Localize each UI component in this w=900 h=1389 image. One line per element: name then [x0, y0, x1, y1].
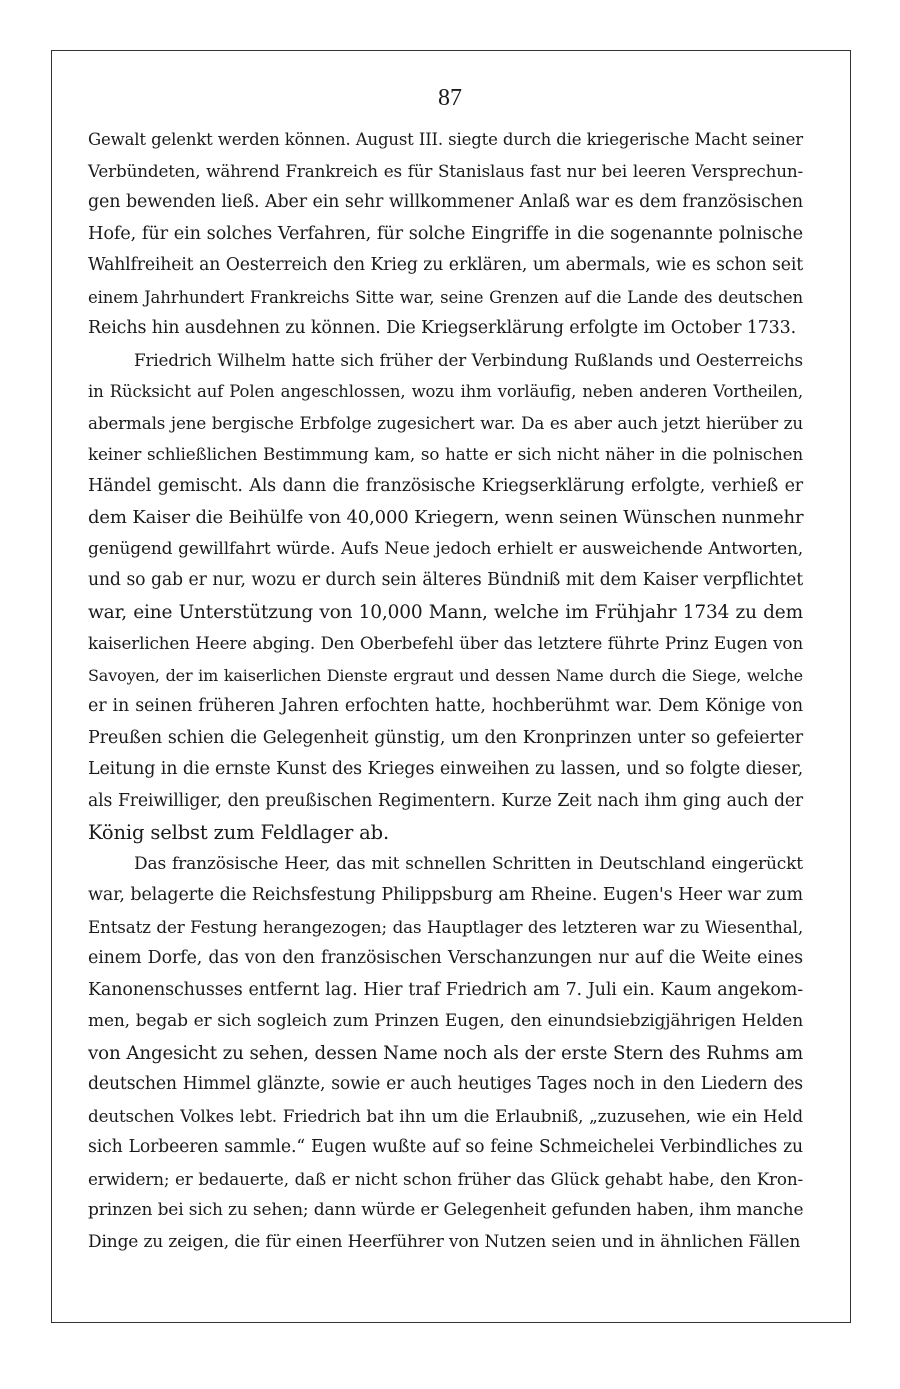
text-line: Leitung in die ernste Kunst des Krieges einweihen zu lassen, und so folgte dieser, [88, 759, 803, 779]
body-text [88, 124, 803, 1258]
text-line: König selbst zum Feldlager ab. [88, 821, 390, 844]
text-line: abermals jene bergische Erbfolge zugesichert war. Da es aber auch jetzt hierüber zu [88, 412, 803, 433]
text-line: deutschen Volkes lebt. Friedrich bat ihn um die Erlaubniß, „zuzusehen, wie ein Held [88, 1105, 803, 1126]
paragraph [88, 124, 803, 345]
text-line: Savoyen, der im kaiserlichen Dienste ergraut und dessen Name durch die Siege, welche [88, 665, 803, 685]
text-line: kaiserlichen Heere abging. Den Oberbefehl über das letztere führte Prinz Eugen von [88, 633, 803, 653]
text-line: deutschen Himmel glänzte, sowie er auch heutiges Tages noch in den Liedern des [88, 1074, 803, 1094]
text-line: Händel gemischt. Als dann die französische Kriegserklärung erfolgte, verhieß er [88, 475, 803, 496]
text-line: einem Jahrhundert Frankreichs Sitte war, seine Grenzen auf die Lande des deutschen [88, 287, 803, 307]
text-line: genügend gewillfahrt würde. Aufs Neue jedoch erhielt er ausweichende Antworten, [88, 538, 803, 559]
text-line: einem Dorfe, das von den französischen Verschanzungen nur auf die Weite eines [88, 948, 803, 968]
text-line: keiner schließlichen Bestimmung kam, so hatte er sich nicht näher in die polnischen [88, 444, 803, 464]
text-line: war, eine Unterstützung von 10,000 Mann, welche im Frühjahr 1734 zu dem [88, 601, 803, 623]
text-line: men, begab er sich sogleich zum Prinzen Eugen, den einundsiebzigjährigen Helden [88, 1011, 803, 1031]
text-line: Kanonenschusses entfernt lag. Hier traf Friedrich am 7. Juli ein. Kaum angekom- [88, 979, 803, 1000]
text-line: Verbündeten, während Frankreich es für Stanislaus fast nur bei leeren Versprechun- [88, 160, 803, 181]
text-line: sich Lorbeeren sammle.“ Eugen wußte auf so feine Schmeichelei Verbindliches zu [88, 1137, 803, 1157]
text-line: Wahlfreiheit an Oesterreich den Krieg zu erklären, um abermals, wie es schon seit [88, 255, 803, 275]
text-line: Reichs hin ausdehnen zu können. Die Kriegserklärung erfolgte im October 1733. [88, 318, 797, 338]
text-line: und so gab er nur, wozu er durch sein älteres Bündniß mit dem Kaiser verpflichtet [88, 570, 803, 590]
paragraph [88, 849, 803, 1259]
text-line: gen bewenden ließ. Aber ein sehr willkommener Anlaß war es dem französischen [88, 192, 803, 212]
text-line: Friedrich Wilhelm hatte sich früher der Verbindung Rußlands und Oesterreichs [134, 349, 803, 370]
page-number: 87 [438, 85, 462, 111]
text-line: als Freiwilliger, den preußischen Regimentern. Kurze Zeit nach ihm ging auch der [88, 790, 803, 811]
text-line: Dinge zu zeigen, die für einen Heerführer von Nutzen seien und in ähnlichen Fällen [88, 1231, 801, 1252]
text-line: erwidern; er bedauerte, daß er nicht schon früher das Glück gehabt habe, den Kron- [88, 1168, 803, 1189]
text-line: Gewalt gelenkt werden können. August III. siegte durch die kriegerische Macht seiner [88, 130, 803, 149]
text-line: er in seinen früheren Jahren erfochten hatte, hochberühmt war. Dem Könige von [88, 696, 803, 716]
paragraph [88, 345, 803, 849]
text-line: in Rücksicht auf Polen angeschlossen, wozu ihm vorläufig, neben anderen Vortheilen, [88, 382, 803, 401]
text-line: Hofe, für ein solches Verfahren, für solche Eingriffe in die sogenannte polnische [88, 223, 803, 244]
text-line: dem Kaiser die Beihülfe von 40,000 Kriegern, wenn seinen Wünschen nunmehr [88, 507, 804, 528]
text-line: prinzen bei sich zu sehen; dann würde er Gelegenheit gefunden haben, ihm manche [88, 1200, 804, 1220]
text-line: Entsatz der Festung herangezogen; das Hauptlager des letzteren war zu Wiesenthal, [88, 916, 803, 937]
text-line: Das französische Heer, das mit schnellen Schritten in Deutschland eingerückt [134, 853, 803, 874]
text-line: war, belagerte die Reichsfestung Philippsburg am Rheine. Eugen's Heer war zum [88, 885, 803, 905]
text-line: von Angesicht zu sehen, dessen Name noch als der erste Stern des Ruhms am [88, 1042, 803, 1064]
text-line: Preußen schien die Gelegenheit günstig, um den Kronprinzen unter so gefeierter [88, 727, 803, 748]
